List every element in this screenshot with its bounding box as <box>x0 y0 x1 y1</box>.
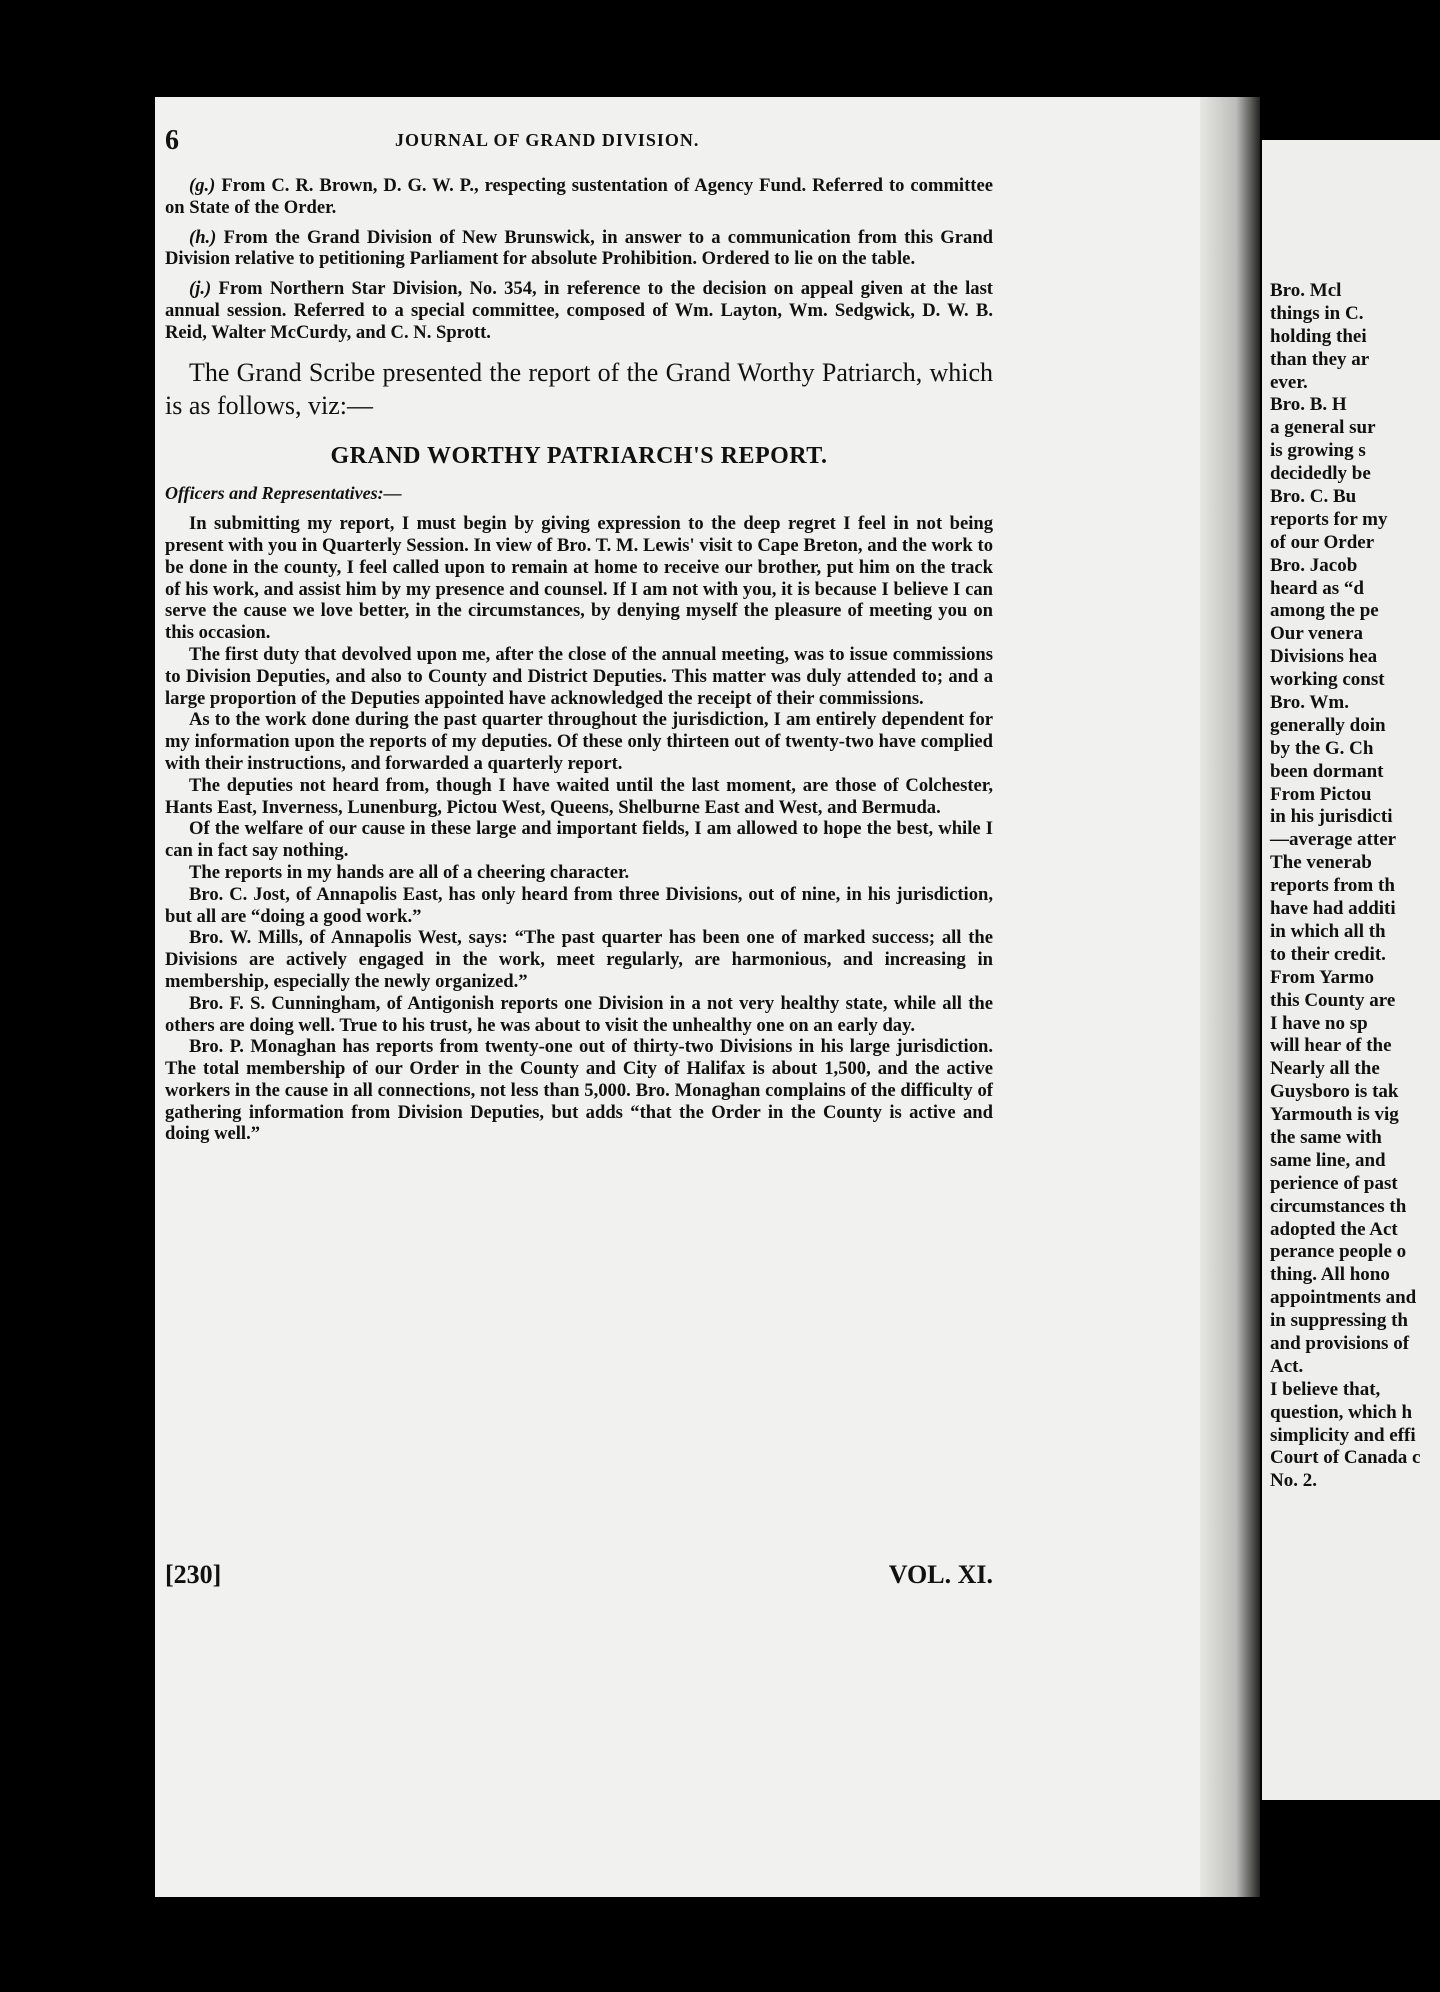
facing-page-line: heard as “d <box>1270 577 1364 599</box>
report-title: GRAND WORTHY PATRIARCH'S REPORT. <box>330 442 828 469</box>
facing-page-line: Divisions hea <box>1270 646 1378 668</box>
facing-page-line: Bro. Wm. <box>1270 692 1349 714</box>
item-text: From the Grand Division of New Brunswick, in answer to a communication from this Grand Division relative to petitioning Parliament for absolute Prohibition. Ordered to lie on the table. <box>165 226 993 270</box>
facing-page-line: Bro. B. H <box>1270 394 1347 416</box>
facing-page-line: Court of Canada c <box>1270 1447 1421 1469</box>
facing-page-line: to their credit. <box>1270 943 1386 965</box>
facing-page-line: The venerab <box>1270 852 1372 874</box>
facing-page-line: a general sur <box>1270 417 1376 439</box>
facing-page-line: No. 2. <box>1270 1470 1317 1492</box>
facing-page-line: and provisions of <box>1270 1332 1410 1354</box>
facing-page-line: Yarmouth is vig <box>1270 1104 1399 1126</box>
facing-page-line: perience of past <box>1270 1172 1398 1194</box>
facing-page-line: From Pictou <box>1270 783 1372 805</box>
correspondence-item <box>165 278 993 343</box>
facing-page-line: same line, and <box>1270 1149 1386 1171</box>
page-footer <box>165 1560 993 1596</box>
facing-page-line: Nearly all the <box>1270 1058 1380 1080</box>
facing-page-line: this County are <box>1270 989 1396 1011</box>
report-paragraph: Bro. P. Monaghan has reports from twenty-one out of thirty-two Divisions in his large jurisdiction. The total membership of our Order in the County and City of Halifax is about 1,500, and the active workers in the cause in all connections, not less than 5,000. Bro. Monaghan complains of the difficulty of gathering information from Division Deputies, but adds “that the Order in the County is active and doing well.” <box>165 1036 993 1145</box>
facing-page-line: reports for my <box>1270 508 1388 530</box>
facing-page-line: From Yarmo <box>1270 966 1374 988</box>
report-paragraph: As to the work done during the past quarter throughout the jurisdiction, I am entirely dependent for my information upon the reports of my deputies. Of these only thirteen out of twenty-two have complied with their instructions, and forwarded a quarterly report. <box>165 709 993 774</box>
facing-page-line: ever. <box>1270 371 1308 393</box>
facing-page-line: reports from th <box>1270 875 1395 897</box>
item-mark: (g.) <box>189 175 216 196</box>
facing-page-line: Act. <box>1270 1355 1304 1377</box>
report-paragraph: Bro. W. Mills, of Annapolis West, says: “The past quarter has been one of marked success; all the Divisions are actively engaged in the work, meet regularly, are harmonious, and increasing in membership, especially the newly organized.” <box>165 927 993 992</box>
report-paragraph: Of the welfare of our cause in these large and important fields, I am allowed to hope the best, while I can in fact say nothing. <box>165 818 993 862</box>
page-number: 6 <box>165 125 179 156</box>
facing-page-line: is growing s <box>1270 440 1366 462</box>
facing-page-line: circumstances th <box>1270 1195 1407 1217</box>
report-paragraph: In submitting my report, I must begin by giving expression to the deep regret I feel in not being present with you in Quarterly Session. In view of Bro. T. M. Lewis' visit to Cape Breton, and the work to be done in the county, I feel called upon to remain at home to receive our brother, put him on the track of his work, and assist him by my presence and counsel. If I am not with you, it is because I believe I can serve the cause we love better, in the circumstances, by denying myself the pleasure of meeting you on this occasion. <box>165 513 993 644</box>
facing-page-line: adopted the Act <box>1270 1218 1398 1240</box>
facing-page-line: been dormant <box>1270 760 1384 782</box>
item-mark: (j.) <box>189 278 212 300</box>
running-title: JOURNAL OF GRAND DIVISION. <box>395 130 700 150</box>
facing-page-line: Bro. Mcl <box>1270 280 1342 301</box>
facing-page-line: by the G. Ch <box>1270 737 1374 759</box>
page-body <box>165 175 993 1145</box>
facing-page-line: appointments and <box>1270 1287 1417 1309</box>
item-mark: (h.) <box>189 226 217 248</box>
facing-page-line: I believe that, <box>1270 1378 1381 1400</box>
facing-page-line: —average atter <box>1270 829 1397 851</box>
report-paragraph: The reports in my hands are all of a cheering character. <box>189 861 630 883</box>
report-paragraph: Bro. C. Jost, of Annapolis East, has only heard from three Divisions, out of nine, in his jurisdiction, but all are “doing a good work.” <box>165 883 993 927</box>
facing-page-line: question, which h <box>1270 1401 1413 1423</box>
facing-page-line: Our venera <box>1270 623 1364 645</box>
item-text: From Northern Star Division, No. 354, in reference to the decision on appeal given at the last annual session. Referred to a special committee, composed of Wm. Layton, Wm. Sedgwick, D. W. B. Reid, Walter McCurdy, and C. N. Sprott. <box>165 278 993 343</box>
correspondence-item <box>165 227 993 271</box>
facing-page-line: Guysboro is tak <box>1270 1081 1399 1103</box>
facing-page-line: Bro. C. Bu <box>1270 486 1357 508</box>
facing-page-line: Bro. Jacob <box>1270 554 1358 576</box>
item-text: From C. R. Brown, D. G. W. P., respecting sustentation of Agency Fund. Referred to committee on State of the Order. <box>165 175 993 218</box>
correspondence-item <box>165 175 993 219</box>
report-paragraph: The deputies not heard from, though I have waited until the last moment, are those of Colchester, Hants East, Inverness, Lunenburg, Pictou West, Queens, Shelburne East and West, and Bermuda. <box>165 774 993 818</box>
intro-paragraph: The Grand Scribe presented the report of the Grand Worthy Patriarch, which is as follows, viz:— <box>165 357 993 420</box>
facing-page-line: thing. All hono <box>1270 1264 1390 1286</box>
facing-page-line: generally doin <box>1270 714 1386 736</box>
page-header <box>165 125 995 155</box>
report-paragraph: The first duty that devolved upon me, after the close of the annual meeting, was to issue commissions to Division Deputies, and also to County and District Deputies. This matter was duly attended to; and a large proportion of the Deputies appointed have acknowledged the receipt of their commissions. <box>165 643 993 709</box>
report-paragraph: Bro. F. S. Cunningham, of Antigonish reports one Division in a not very healthy state, while all the others are doing well. True to his trust, he was about to visit the unhealthy one on an early day. <box>165 992 993 1036</box>
signature-mark: [230] <box>165 1560 222 1589</box>
facing-page-line: in his jurisdicti <box>1270 806 1393 828</box>
facing-page-line: will hear of the <box>1270 1035 1392 1057</box>
facing-page-line: in suppressing th <box>1270 1310 1408 1332</box>
facing-page-line: of our Order <box>1270 531 1375 553</box>
facing-page-line: decidedly be <box>1270 463 1371 485</box>
facing-page-text <box>1270 280 1440 1493</box>
facing-page-line: I have no sp <box>1270 1012 1368 1034</box>
facing-page-line: the same with <box>1270 1126 1382 1148</box>
facing-page-line: things in C. <box>1270 302 1364 324</box>
facing-page-line: than they ar <box>1270 348 1370 370</box>
facing-page-line: working const <box>1270 669 1385 691</box>
facing-page-line: holding thei <box>1270 325 1367 347</box>
page-gutter <box>1200 97 1260 1897</box>
section-heading: Officers and Representatives:— <box>165 483 402 504</box>
facing-page-line: perance people o <box>1270 1241 1407 1263</box>
facing-page-line: simplicity and effi <box>1270 1424 1416 1446</box>
volume-label: VOL. XI. <box>888 1560 993 1589</box>
facing-page-line: in which all th <box>1270 920 1386 942</box>
facing-page-line: have had additi <box>1270 898 1396 920</box>
facing-page-line: among the pe <box>1270 600 1379 622</box>
